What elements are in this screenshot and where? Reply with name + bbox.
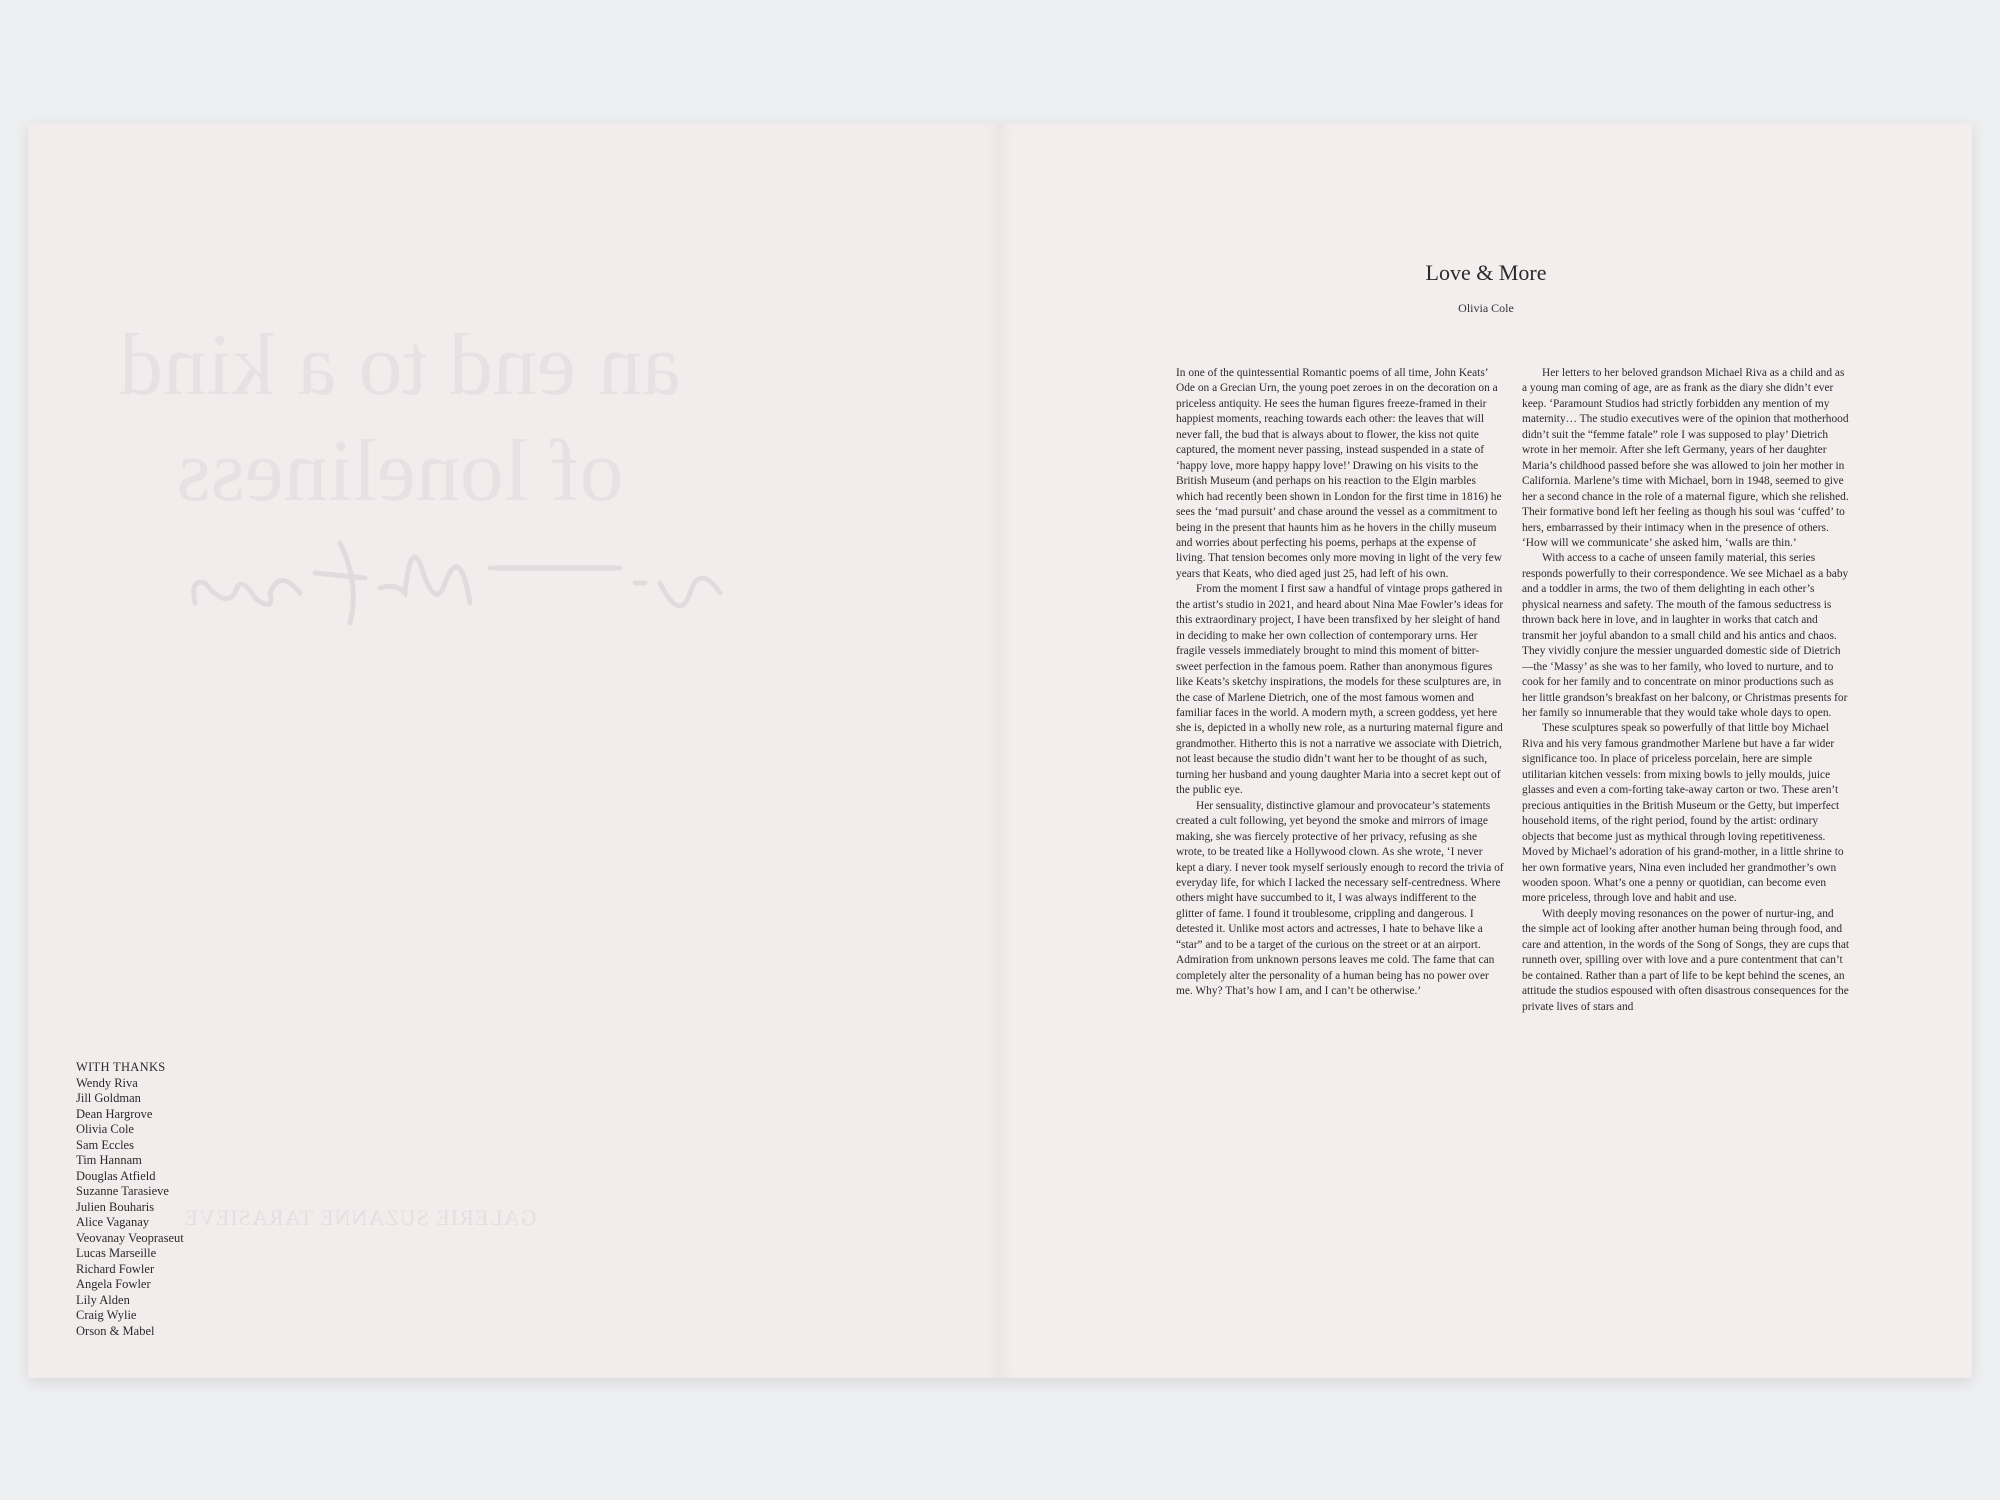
thanks-name: Julien Bouharis [76, 1199, 155, 1214]
essay-paragraph: From the moment I first saw a handful of vintage props gathered in the artist’s studio in 2021, and heard about Nina Mae Fowler’s ideas for this extraordinary project, I have been transfixed by her sleight of hand in deciding to make her own collection of contemporary urns. Her fragile vessels immediately brought to mind this moment of bitter-sweet perfection in the famous poem. Rather than anonymous figures like Keats’s sketchy inspirations, the models for these sculptures are, in the case of Marlene Dietrich, one of the most famous women and familiar faces in the world. A modern myth, a screen goddess, yet here she is, depicted in a wholly new role, as a nurturing maternal figure and grandmother. Hitherto this is not a narrative we associate with Dietrich, not least because the studio didn’t want her to be thought of as such, turning her husband and young daughter Maria into a secret kept out of the public eye. [1176, 583, 1504, 797]
ghost-signature [140, 523, 740, 643]
thanks-name: Jill Goldman [76, 1091, 141, 1105]
essay-paragraph: Her letters to her beloved grandson Michael Riva as a child and as a young man coming of age, are as frank as the diary she didn’t ever keep. ‘Paramount Studios had strictly forbidden any mention of my maternity… The studio executives were of the opinion that motherhood didn’t suit the “femme fatale” role I was supposed to play’ Dietrich wrote in her memoir. After she left Germany, years of her daughter Maria’s childhood passed before she was allowed to join her mother in California. Marlene’s time with Michael, born in 1948, seemed to give her a second chance in the role of a maternal figure, which she relished. Their formative bond left her feeling as though his soul was ‘cuffed’ to hers, embarrassed by their intimacy when in the presence of others. ‘How will we communicate’ she asked him, ‘walls are thin.’ [1522, 367, 1849, 549]
ghost-title-line: an end to a kind [118, 317, 682, 414]
thanks-block [76, 1060, 184, 1339]
thanks-name: Olivia Cole [76, 1122, 134, 1136]
thanks-name: Suzanne Tarasieve [76, 1184, 169, 1198]
thanks-name: Orson & Mabel [76, 1323, 155, 1338]
essay-paragraph: With deeply moving resonances on the power of nurtur-ing, and the simple act of looking after another human being through food, and care and attention, in the words of the Song of Songs, they are cups that runneth over, spilling over with love and a pure contentment that can’t be contained. Rather than a part of life to be kept behind the scenes, an attitude the studios espoused with often disastrous consequences for the private lives of stars and [1522, 907, 1850, 1013]
essay-column-1 [1176, 366, 1504, 1000]
essay-paragraph: These sculptures speak so powerfully of that little boy Michael Riva and his very famous grandmother Marlene but have a far wider significance too. In place of priceless porcelain, here are simple utilitarian kitchen vessels: from mixing bowls to jelly moulds, juice glasses and even a com-forting take-away carton or two. These aren’t precious antiquities in the British Museum or the Getty, but imperfect household items, of the right period, found by the artist: ordinary objects that become just as mythical through loving repetitiveness. Moved by Michael’s adoration of his grand-mother, in a little shrine to her own formative years, Nina even included her grandmother’s own wooden spoon. What’s one a penny or quotidian, can become even more priceless, through love and habit and use. [1522, 722, 1844, 905]
ghost-title [100, 313, 700, 525]
left-page [28, 123, 1000, 1378]
essay-paragraph: In one of the quintessential Romantic poems of all time, John Keats’ Ode on a Grecian Urn, the young poet zeroes in on the decoration on a priceless antiquity. He sees the human figures freeze-framed in their happiest moments, reaching towards each other: the leaves that will never fall, the bud that is always about to flower, the kiss not quite captured, the moment never passing, instead suspended in a state of ‘happy love, more happy happy love!’ Drawing on his visits to the British Museum (and perhaps on his reaction to the Elgin marbles which had recently been shown in London for the first time in 1816) he sees the ‘mad pursuit’ and chase around the vessel as a commitment to being in the present that haunts him as he hovers in the chilly museum and worries about perfecting his poems, perhaps at the expense of living. That tension becomes only more moving in light of the very few years that Keats, who died aged just 25, had left of his own. [1176, 367, 1502, 580]
thanks-name: Sam Eccles [76, 1137, 134, 1152]
thanks-name: Dean Hargrove [76, 1106, 153, 1121]
book-spread [28, 123, 1972, 1378]
essay-paragraph: Her sensuality, distinctive glamour and provocateur’s statements created a cult following, yet beyond the smoke and mirrors of image making, she was fiercely protective of her privacy, refusing as she wrote, to be treated like a Hollywood clown. As she wrote, ‘I never kept a diary. I never took myself seriously enough to record the trivia of everyday life, for which I lacked the necessary self-centredness. Where others might have succumbed to it, I was always indifferent to the glitter of fame. I found it troublesome, crippling and dangerous. I detested it. Unlike most actors and actresses, I hate to behave like a “star” and to be a target of the curious on the street or at an airport. Admiration from unknown persons leaves me cold. The fame that can completely alter the personality of a human being has no power over me. Why? That’s how I am, and I can’t be otherwise.’ [1176, 799, 1504, 998]
thanks-heading: WITH THANKS [76, 1060, 166, 1074]
thanks-name: Wendy Riva [76, 1075, 138, 1090]
thanks-name: Craig Wylie [76, 1308, 137, 1322]
thanks-name: Tim Hannam [76, 1153, 142, 1167]
right-page [1000, 123, 1972, 1378]
thanks-name: Veovanay Veopraseut [76, 1230, 184, 1245]
ghost-title-line: of loneliness [176, 423, 624, 520]
thanks-name: Douglas Atfield [76, 1168, 156, 1183]
essay-paragraph: With access to a cache of unseen family material, this series responds powerfully to their correspondence. We see Michael as a baby and a toddler in arms, the two of them delighting in each other’s physical nearness and safety. The mouth of the famous seductress is thrown back here in love, and in laughter in works that catch and transmit her joyful abandon to a small child and his antics and chaos. They vividly conjure the messier unguarded domestic side of Dietrich—the ‘Massy’ as she was to her family, who loved to nurture, and to cook for her family and to concentrate on minor productions such as her little grandson’s breakfast on her balcony, or Christmas presents for her family so innumerable that they would take whole days to open. [1522, 552, 1849, 719]
thanks-name: Lily Alden [76, 1292, 130, 1307]
thanks-name: Alice Vaganay [76, 1215, 150, 1229]
thanks-name: Angela Fowler [76, 1277, 151, 1291]
thanks-list [76, 1076, 184, 1340]
ghost-gallery-name: GALERIE SUZANNE TARASIEVE [183, 1205, 537, 1230]
essay-title: Love & More [1425, 260, 1547, 285]
thanks-name: Richard Fowler [76, 1261, 155, 1276]
thanks-name: Lucas Marseille [76, 1246, 157, 1260]
essay-author: Olivia Cole [1458, 301, 1514, 315]
essay-column-2 [1522, 366, 1850, 1015]
